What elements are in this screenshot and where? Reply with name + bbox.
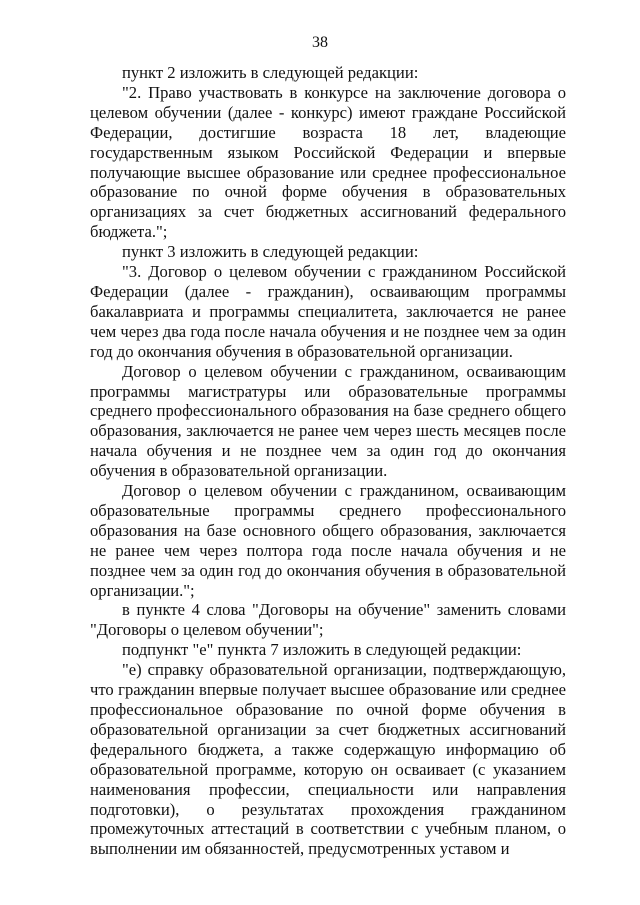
paragraph-item2-text: "2. Право участвовать в конкурсе на заключение договора о целевом обучении (далее - конкурс) имеют граждане Российской Федерации, достигшие возраста 18 лет, владеющие государственным языком Российской Федерации и впервые получающие высшее образование или среднее профессиональное образование по очной форме обучения в образовательных организациях за счет бюджетных ассигнований федерального бюджета.";	[90, 82, 566, 242]
paragraph-item4-change: в пункте 4 слова "Договоры на обучение" заменить словами "Договоры о целевом обучении";	[90, 600, 566, 640]
paragraph-item3-intro: пункт 3 изложить в следующей редакции:	[122, 242, 419, 262]
document-body	[90, 63, 566, 859]
paragraph-item7e-text: "е) справку образовательной организации, подтверждающую, что гражданин впервые получает высшее образование или среднее профессиональное образование по очной форме обучения в образовательной организации за счет бюджетных ассигнований федерального бюджета, а также содержащую информацию об образовательной программе, которую он осваивает (с указанием наименования профессии, специальности или направления подготовки), о результатах прохождения гражданином промежуточных аттестаций в соответствии с учебным планом, о выполнении им обязанностей, предусмотренных уставом и	[90, 660, 566, 859]
paragraph-secondary-contract: Договор о целевом обучении с гражданином, осваивающим образовательные программы среднего профессионального образования на базе основного общего образования, заключается не ранее чем через полтора года после начала обучения и не позднее чем за один год до окончания обучения в образовательной организации.";	[90, 481, 566, 600]
paragraph-item7e-intro: подпункт "е" пункта 7 изложить в следующей редакции:	[122, 640, 522, 660]
paragraph-item2-intro: пункт 2 изложить в следующей редакции:	[122, 63, 419, 82]
paragraph-masters-contract: Договор о целевом обучении с гражданином, осваивающим программы магистратуры или образовательные программы среднего профессионального образования на базе среднего общего образования, заключается не ранее чем через шесть месяцев после начала обучения и не позднее чем за один год до окончания обучения в образовательной организации.	[90, 361, 566, 481]
paragraph-item3-text: "3. Договор о целевом обучении с гражданином Российской Федерации (далее - гражданин), осваивающим программы бакалавриата и программы специалитета, заключается не ранее чем через два года после начала обучения и не позднее чем за один год до окончания обучения в образовательной организации.	[90, 262, 566, 361]
page-number: 38	[312, 34, 328, 51]
